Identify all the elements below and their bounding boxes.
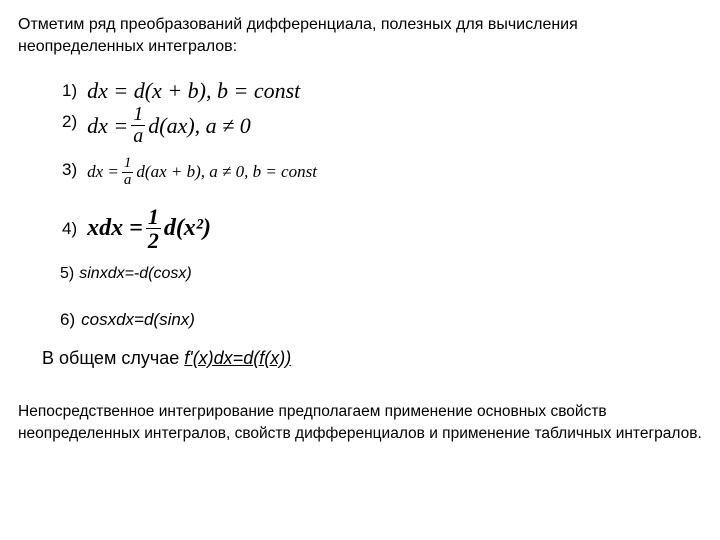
fraction <box>122 156 134 189</box>
general-case <box>42 348 291 369</box>
formula-5 <box>60 265 192 283</box>
formula-lhs: dx = <box>87 112 129 138</box>
fraction-denominator: a <box>123 171 132 188</box>
formula-number: 2) <box>62 112 78 131</box>
formula-expression: dx = d(x + b), b = const <box>87 78 301 103</box>
fraction-denominator: 2 <box>147 228 159 254</box>
formula-number: 1) <box>62 81 78 100</box>
outro-text: Непосредственное интегрирование предполагаем применение основных свойств неопределенных интегралов, свойств дифференциалов и применение табличных интегралов. <box>18 403 702 442</box>
formula-number: 4) <box>62 218 78 238</box>
fraction-numerator: 1 <box>147 204 159 229</box>
formula-rhs: d(ax), a ≠ 0 <box>148 112 251 138</box>
formula-lhs: xdx = <box>87 215 143 242</box>
fraction <box>131 104 145 147</box>
general-case-formula: f'(x)dx=d(f(x)) <box>184 348 292 368</box>
general-case-label: В общем случае <box>42 348 180 368</box>
formula-expression: cosxdx=d(sinx) <box>81 310 195 329</box>
formula-number: 3) <box>62 160 78 179</box>
formula-1 <box>62 78 300 104</box>
fraction-numerator: 1 <box>123 155 132 171</box>
formula-3 <box>62 156 317 189</box>
formula-number: 5) <box>60 265 75 282</box>
formula-6 <box>60 310 195 330</box>
formula-4 <box>62 205 211 252</box>
fraction-numerator: 1 <box>133 103 144 125</box>
formula-rhs: d(ax + b), a ≠ 0, b = const <box>136 162 317 182</box>
formula-number: 6) <box>60 310 76 329</box>
formula-lhs: dx = <box>87 162 119 182</box>
formula-expression: sinxdx=-d(cosx) <box>79 265 192 282</box>
formula-rhs: d(x²) <box>163 215 211 242</box>
fraction <box>146 205 161 252</box>
formula-2 <box>62 104 251 147</box>
fraction-denominator: a <box>133 125 144 147</box>
intro-text: Отметим ряд преобразований дифференциала, полезных для вычисления неопределенных интегралов: <box>18 16 578 55</box>
